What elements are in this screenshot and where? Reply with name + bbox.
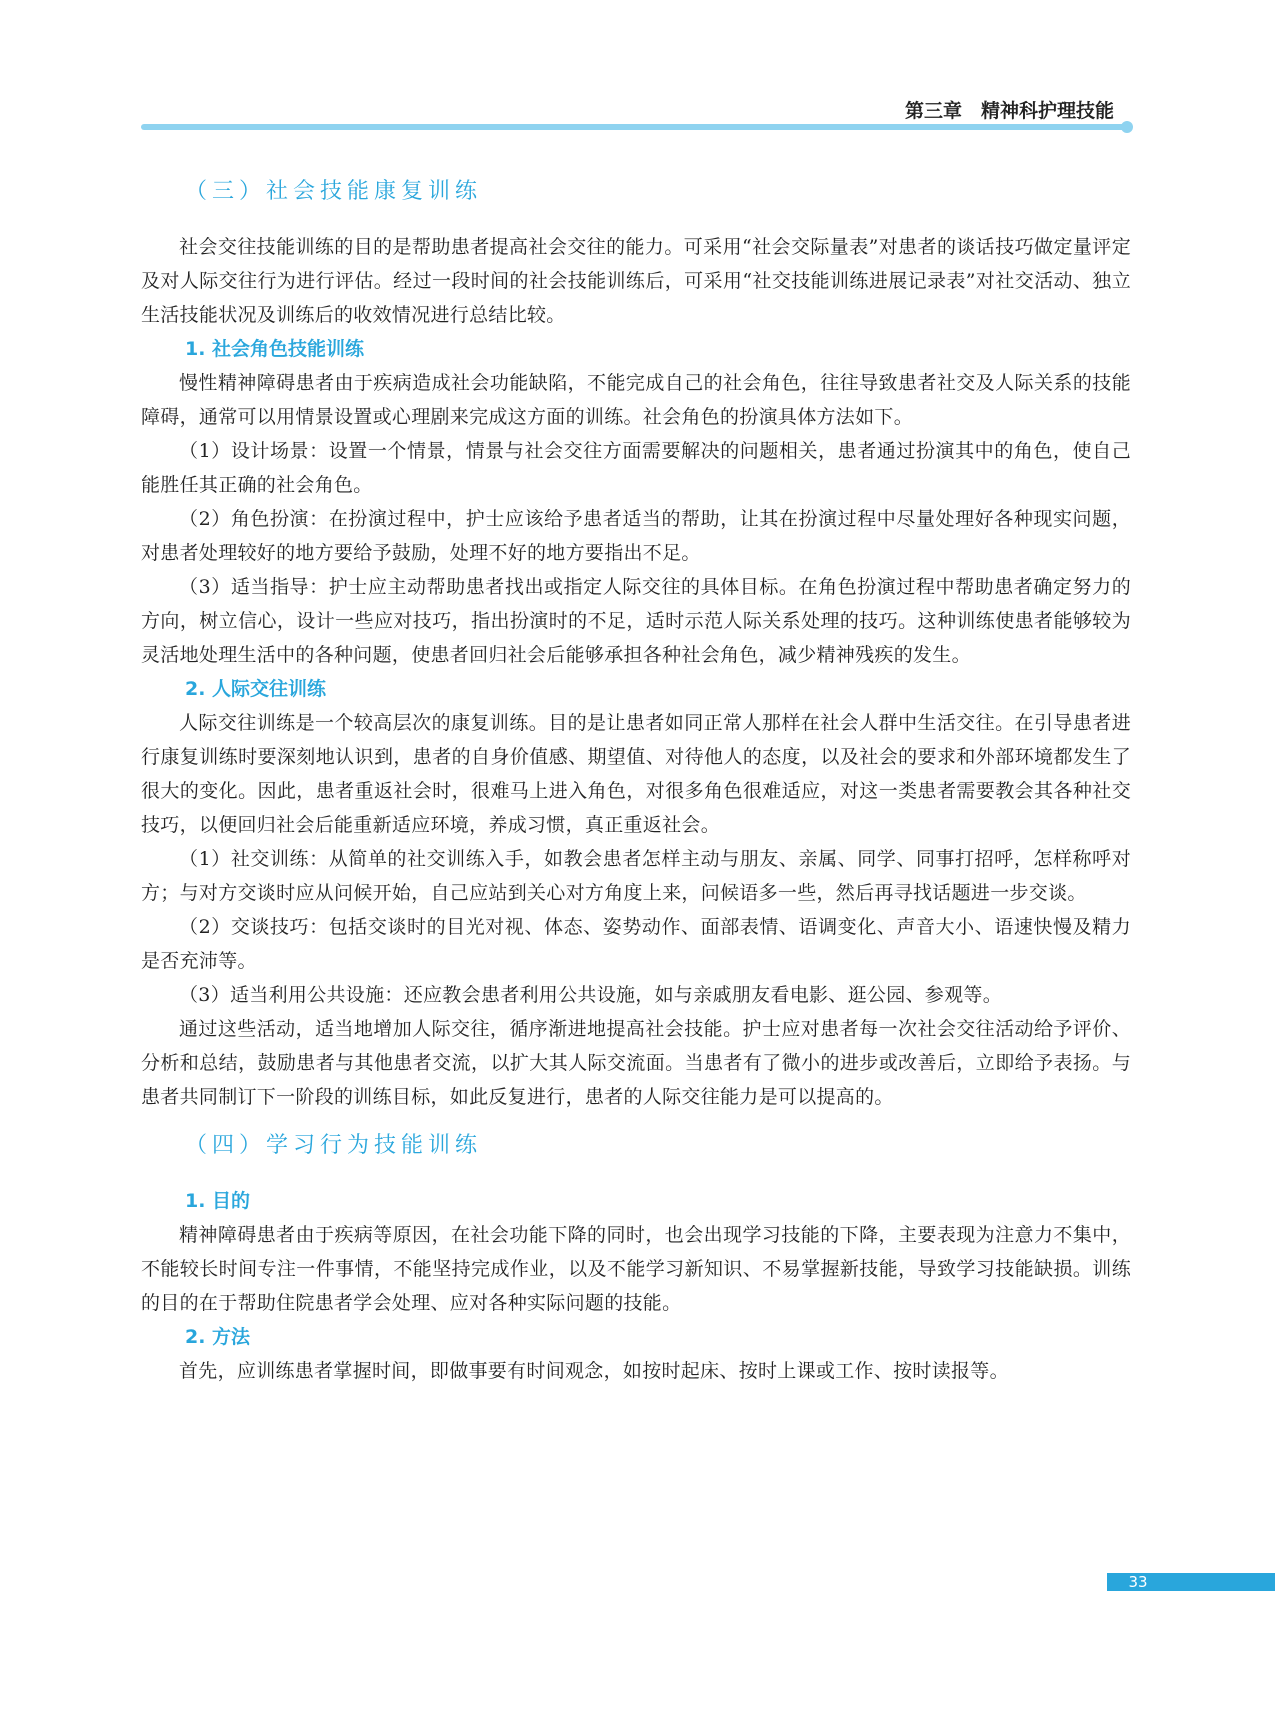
paragraph: 精神障碍患者由于疾病等原因，在社会功能下降的同时，也会出现学习技能的下降，主要表现为注意力不集中，不能较长时间专注一件事情，不能坚持完成作业，以及不能学习新知识、不易掌握新技能，导致学习技能缺损。训练的目的在于帮助住院患者学会处理、应对各种实际问题的技能。 [141,1224,1131,1314]
header-rule [141,124,1128,130]
paragraph: （3）适当利用公共设施：还应教会患者利用公共设施，如与亲戚朋友看电影、逛公园、参观等。 [179,984,1002,1006]
section-title-4: （四）学习行为技能训练 [185,1133,483,1158]
subsection-title-4-2: 2. 方法 [185,1326,251,1348]
header-rule-dot [1121,121,1133,133]
paragraph: （1）设计场景：设置一个情景，情景与社会交往方面需要解决的问题相关，患者通过扮演其中的角色，使自己能胜任其正确的社会角色。 [141,440,1131,496]
paragraph: （3）适当指导：护士应主动帮助患者找出或指定人际交往的具体目标。在角色扮演过程中帮助患者确定努力的方向，树立信心，设计一些应对技巧，指出扮演时的不足，适时示范人际关系处理的技巧。这种训练使患者能够较为灵活地处理生活中的各种问题，使患者回归社会后能够承担各种社会角色，减少精神残疾的发生。 [141,576,1131,666]
running-header: 第三章 精神科护理技能 [904,100,1114,122]
paragraph: 人际交往训练是一个较高层次的康复训练。目的是让患者如同正常人那样在社会人群中生活交往。在引导患者进行康复训练时要深刻地认识到，患者的自身价值感、期望值、对待他人的态度，以及社会的要求和外部环境都发生了很大的变化。因此，患者重返社会时，很难马上进入角色，对很多角色很难适应，对这一类患者需要教会其各种社交技巧，以便回归社会后能重新适应环境，养成习惯，真正重返社会。 [141,712,1131,836]
paragraph: 首先，应训练患者掌握时间，即做事要有时间观念，如按时起床、按时上课或工作、按时读报等。 [179,1360,1009,1382]
subsection-title-3-1: 1. 社会角色技能训练 [185,338,365,360]
paragraph: 社会交往技能训练的目的是帮助患者提高社会交往的能力。可采用“社会交际量表”对患者的谈话技巧做定量评定及对人际交往行为进行评估。经过一段时间的社会技能训练后，可采用“社交技能训练进展记录表”对社交活动、独立生活技能状况及训练后的收效情况进行总结比较。 [141,236,1131,326]
subsection-title-4-1: 1. 目的 [185,1190,251,1212]
paragraph: （1）社交训练：从简单的社交训练入手，如教会患者怎样主动与朋友、亲属、同学、同事打招呼，怎样称呼对方；与对方交谈时应从问候开始，自己应站到关心对方角度上来，问候语多一些，然后再寻找话题进一步交谈。 [141,848,1131,904]
paragraph: （2）角色扮演：在扮演过程中，护士应该给予患者适当的帮助，让其在扮演过程中尽量处理好各种现实问题，对患者处理较好的地方要给予鼓励，处理不好的地方要指出不足。 [141,508,1131,564]
section-title-3: （三）社会技能康复训练 [185,179,483,204]
paragraph: 慢性精神障碍患者由于疾病造成社会功能缺陷，不能完成自己的社会角色，往往导致患者社交及人际关系的技能障碍，通常可以用情景设置或心理剧来完成这方面的训练。社会角色的扮演具体方法如下。 [141,372,1131,428]
page-content [141,170,1131,1388]
subsection-title-3-2: 2. 人际交往训练 [185,678,327,700]
paragraph: （2）交谈技巧：包括交谈时的目光对视、体态、姿势动作、面部表情、语调变化、声音大小、语速快慢及精力是否充沛等。 [141,916,1131,972]
paragraph: 通过这些活动，适当地增加人际交往，循序渐进地提高社会技能。护士应对患者每一次社会交往活动给予评价、分析和总结，鼓励患者与其他患者交流，以扩大其人际交流面。当患者有了微小的进步或改善后，立即给予表扬。与患者共同制订下一阶段的训练目标，如此反复进行，患者的人际交往能力是可以提高的。 [141,1018,1131,1108]
page-number: 33 [1128,1573,1148,1591]
